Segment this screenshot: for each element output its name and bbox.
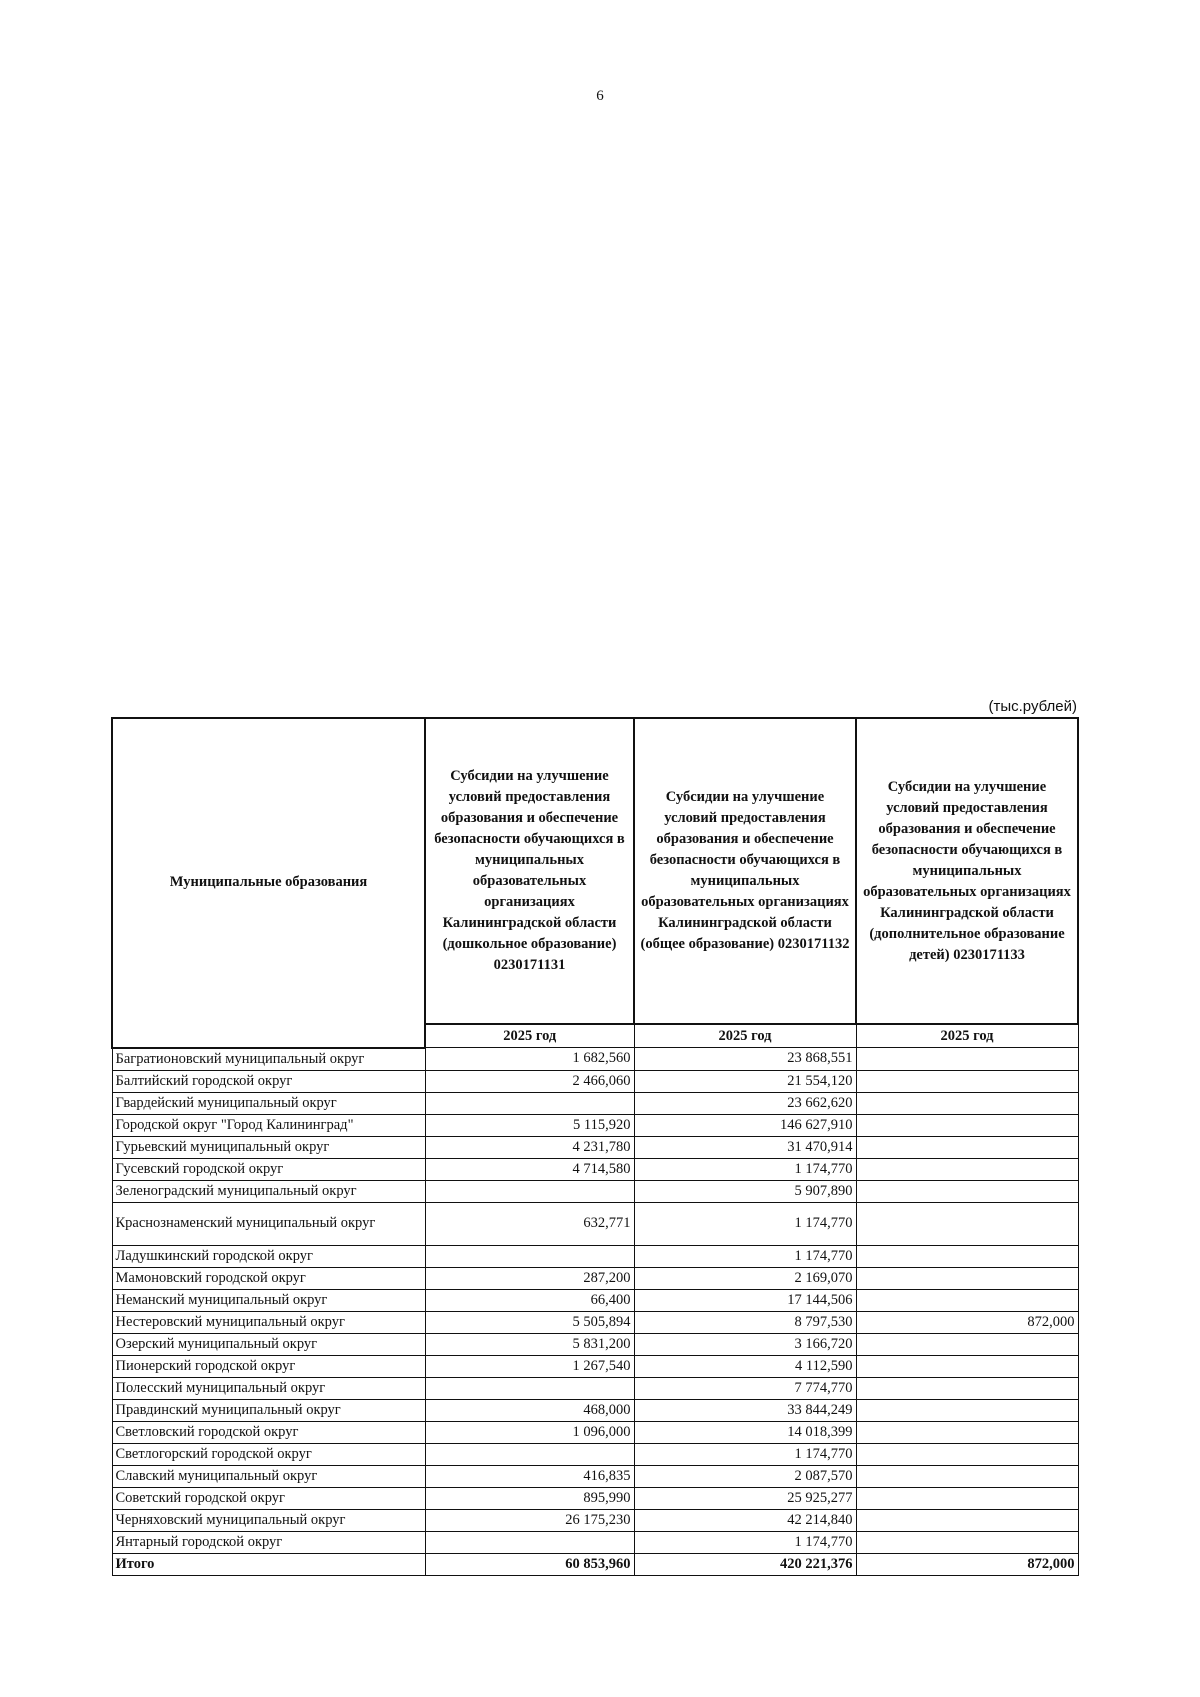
table-row	[112, 1509, 1078, 1531]
subsidies-table	[111, 717, 1079, 1576]
total-additional: 872,000	[856, 1553, 1078, 1575]
municipality-name: Ладушкинский городской округ	[112, 1245, 425, 1267]
preschool-value: 66,400	[425, 1289, 634, 1311]
additional-value	[856, 1531, 1078, 1553]
general-value: 23 662,620	[634, 1092, 856, 1114]
general-value: 1 174,770	[634, 1245, 856, 1267]
units-note: (тыс.рублей)	[988, 698, 1077, 715]
table-row	[112, 1136, 1078, 1158]
preschool-value: 5 505,894	[425, 1311, 634, 1333]
table-header-row	[112, 718, 1078, 1024]
general-value: 4 112,590	[634, 1355, 856, 1377]
header-municipalities: Муниципальные образования	[112, 718, 425, 1048]
general-value: 8 797,530	[634, 1311, 856, 1333]
general-value: 7 774,770	[634, 1377, 856, 1399]
additional-value	[856, 1070, 1078, 1092]
table-row	[112, 1202, 1078, 1245]
total-preschool: 60 853,960	[425, 1553, 634, 1575]
additional-value	[856, 1245, 1078, 1267]
additional-value	[856, 1202, 1078, 1245]
municipality-name: Нестеровский муниципальный округ	[112, 1311, 425, 1333]
additional-value	[856, 1509, 1078, 1531]
municipality-name: Янтарный городской округ	[112, 1531, 425, 1553]
general-value: 14 018,399	[634, 1421, 856, 1443]
municipality-name: Мамоновский городской округ	[112, 1267, 425, 1289]
table-row	[112, 1158, 1078, 1180]
additional-value	[856, 1048, 1078, 1071]
general-value: 5 907,890	[634, 1180, 856, 1202]
table-row	[112, 1333, 1078, 1355]
municipality-name: Полесский муниципальный округ	[112, 1377, 425, 1399]
general-value: 3 166,720	[634, 1333, 856, 1355]
general-value: 1 174,770	[634, 1202, 856, 1245]
preschool-value	[425, 1092, 634, 1114]
general-value: 23 868,551	[634, 1048, 856, 1071]
preschool-value: 287,200	[425, 1267, 634, 1289]
table-row	[112, 1465, 1078, 1487]
table-total-row	[112, 1553, 1078, 1575]
municipality-name: Неманский муниципальный округ	[112, 1289, 425, 1311]
table-row	[112, 1355, 1078, 1377]
general-value: 1 174,770	[634, 1531, 856, 1553]
additional-value	[856, 1465, 1078, 1487]
municipality-name: Балтийский городской округ	[112, 1070, 425, 1092]
table-row	[112, 1399, 1078, 1421]
preschool-value	[425, 1245, 634, 1267]
general-value: 146 627,910	[634, 1114, 856, 1136]
general-value: 42 214,840	[634, 1509, 856, 1531]
table-row	[112, 1377, 1078, 1399]
page-number: 6	[596, 88, 604, 104]
preschool-value: 4 231,780	[425, 1136, 634, 1158]
total-general: 420 221,376	[634, 1553, 856, 1575]
municipality-name: Пионерский городской округ	[112, 1355, 425, 1377]
table-row	[112, 1180, 1078, 1202]
municipality-name: Гвардейский муниципальный округ	[112, 1092, 425, 1114]
general-value: 31 470,914	[634, 1136, 856, 1158]
preschool-value: 26 175,230	[425, 1509, 634, 1531]
municipality-name: Светлогорский городской округ	[112, 1443, 425, 1465]
municipality-name: Краснознаменский муниципальный округ	[112, 1202, 425, 1245]
municipality-name: Советский городской округ	[112, 1487, 425, 1509]
header-preschool: Субсидии на улучшение условий предоставления образования и обеспечение безопасности обучающихся в муниципальных образовательных организациях Калининградской области (дошкольное образование) 0230171131	[425, 718, 634, 1024]
table-row	[112, 1311, 1078, 1333]
preschool-value: 416,835	[425, 1465, 634, 1487]
municipality-name: Светловский городской округ	[112, 1421, 425, 1443]
preschool-value: 5 831,200	[425, 1333, 634, 1355]
table-row	[112, 1289, 1078, 1311]
additional-value	[856, 1092, 1078, 1114]
additional-value	[856, 1355, 1078, 1377]
additional-value	[856, 1443, 1078, 1465]
general-value: 33 844,249	[634, 1399, 856, 1421]
table-body	[112, 1048, 1078, 1576]
header-additional: Субсидии на улучшение условий предоставления образования и обеспечение безопасности обучающихся в муниципальных образовательных организациях Калининградской области (дополнительное образование детей) 0230171133	[856, 718, 1078, 1024]
preschool-value: 468,000	[425, 1399, 634, 1421]
municipality-name: Городской округ "Город Калининград"	[112, 1114, 425, 1136]
additional-value	[856, 1289, 1078, 1311]
municipality-name: Гусевский городской округ	[112, 1158, 425, 1180]
preschool-value	[425, 1443, 634, 1465]
table-row	[112, 1487, 1078, 1509]
municipality-name: Гурьевский муниципальный округ	[112, 1136, 425, 1158]
additional-value	[856, 1114, 1078, 1136]
preschool-value: 1 682,560	[425, 1048, 634, 1071]
header-general: Субсидии на улучшение условий предоставления образования и обеспечение безопасности обучающихся в муниципальных образовательных организациях Калининградской области (общее образование) 0230171132	[634, 718, 856, 1024]
additional-value	[856, 1158, 1078, 1180]
preschool-value: 632,771	[425, 1202, 634, 1245]
table-row	[112, 1048, 1078, 1071]
general-value: 1 174,770	[634, 1443, 856, 1465]
municipality-name: Багратионовский муниципальный округ	[112, 1048, 425, 1071]
additional-value	[856, 1399, 1078, 1421]
table-row	[112, 1531, 1078, 1553]
total-label: Итого	[112, 1553, 425, 1575]
additional-value: 872,000	[856, 1311, 1078, 1333]
additional-value	[856, 1487, 1078, 1509]
preschool-value: 1 096,000	[425, 1421, 634, 1443]
preschool-value	[425, 1531, 634, 1553]
preschool-value: 895,990	[425, 1487, 634, 1509]
municipality-name: Славский муниципальный округ	[112, 1465, 425, 1487]
year-preschool: 2025 год	[425, 1024, 634, 1048]
additional-value	[856, 1377, 1078, 1399]
table-row	[112, 1114, 1078, 1136]
general-value: 21 554,120	[634, 1070, 856, 1092]
preschool-value: 5 115,920	[425, 1114, 634, 1136]
general-value: 17 144,506	[634, 1289, 856, 1311]
table-row	[112, 1267, 1078, 1289]
table-row	[112, 1092, 1078, 1114]
general-value: 25 925,277	[634, 1487, 856, 1509]
municipality-name: Правдинский муниципальный округ	[112, 1399, 425, 1421]
municipality-name: Озерский муниципальный округ	[112, 1333, 425, 1355]
additional-value	[856, 1180, 1078, 1202]
year-additional: 2025 год	[856, 1024, 1078, 1048]
preschool-value: 4 714,580	[425, 1158, 634, 1180]
preschool-value	[425, 1180, 634, 1202]
general-value: 2 087,570	[634, 1465, 856, 1487]
general-value: 1 174,770	[634, 1158, 856, 1180]
municipality-name: Зеленоградский муниципальный округ	[112, 1180, 425, 1202]
preschool-value: 1 267,540	[425, 1355, 634, 1377]
table-row	[112, 1245, 1078, 1267]
municipality-name: Черняховский муниципальный округ	[112, 1509, 425, 1531]
table-row	[112, 1421, 1078, 1443]
additional-value	[856, 1333, 1078, 1355]
preschool-value	[425, 1377, 634, 1399]
year-general: 2025 год	[634, 1024, 856, 1048]
additional-value	[856, 1136, 1078, 1158]
additional-value	[856, 1421, 1078, 1443]
table-row	[112, 1443, 1078, 1465]
preschool-value: 2 466,060	[425, 1070, 634, 1092]
table-row	[112, 1070, 1078, 1092]
additional-value	[856, 1267, 1078, 1289]
general-value: 2 169,070	[634, 1267, 856, 1289]
